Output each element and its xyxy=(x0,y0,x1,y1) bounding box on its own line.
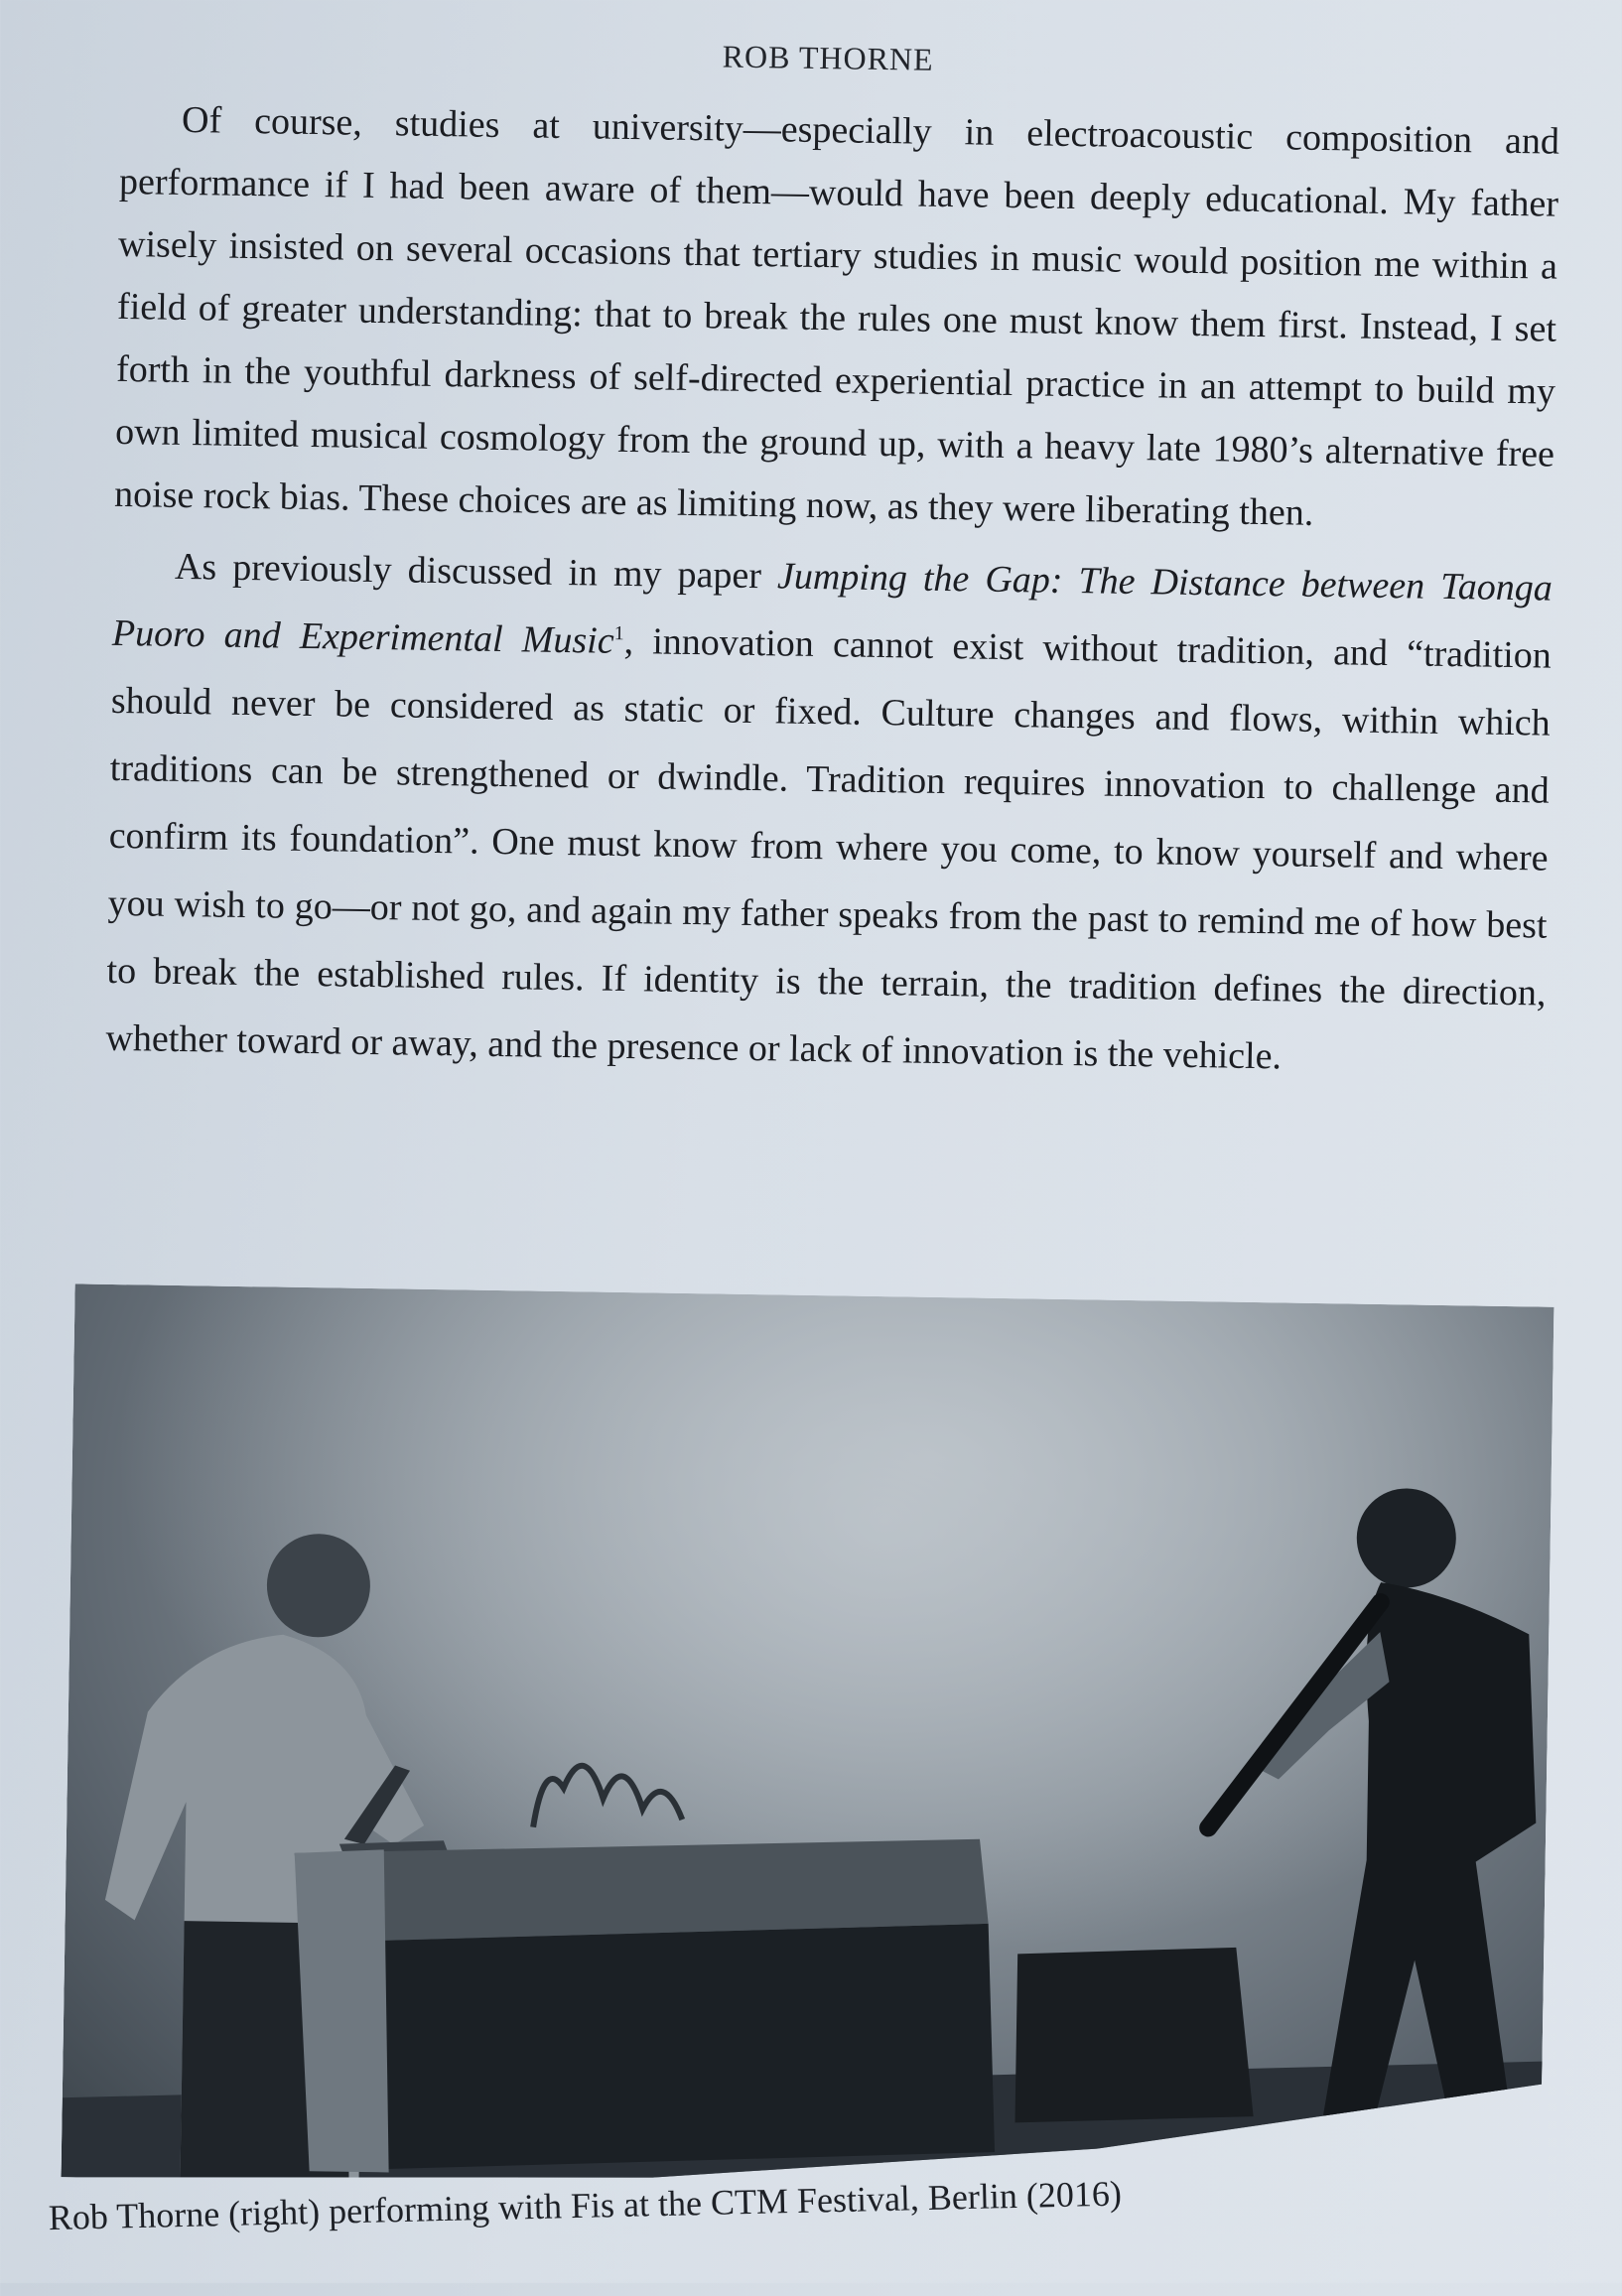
paragraph-2-lead: As previously discussed in my paper xyxy=(174,545,778,598)
footnote-marker: 1 xyxy=(613,622,624,645)
performance-photo-illustration xyxy=(62,1283,1554,2200)
paragraph-2-rest: , innovation cannot exist without tradition, and “tradition should never be considered as static or fixed. Culture changes and flows, within which traditions can be strengthened or dwindle. Tradition requires innovation to challenge and confirm its foundation”. One must know from where you come, to know yourself and where you wish to go—or not go, and again my father speaks from the past to remind me of how best to break the established rules. If identity is the terrain, the tradition defines the direction, whether toward or away, and the presence or lack of innovation is the vehicle. xyxy=(105,619,1553,1078)
photo-caption: Rob Thorne (right) performing with Fis at the CTM Festival, Berlin (2016) xyxy=(48,2173,1123,2238)
running-head: ROB THORNE xyxy=(722,38,934,77)
body-text xyxy=(105,88,1559,1095)
paragraph-2 xyxy=(105,532,1553,1095)
performance-photo xyxy=(62,1283,1554,2200)
paper-title: Jumping the Gap: The Distance between Taonga Puoro and Experimental Music xyxy=(111,555,1554,662)
side-equipment xyxy=(1015,1944,1257,2126)
paragraph-1: Of course, studies at university—especially in electroacoustic composition and performance if I had been aware of them—would have been deeply educational. My father wisely insisted on several occasions that tertiary studies in music would position me within a field of greater understanding: that to break the rules one must know them first. Instead, I set forth in the youthful darkness of self-directed experiential practice in an attempt to build my own limited musical cosmology from the ground up, with a heavy late 1980’s alternative free noise rock bias. These choices are as limiting now, as they were liberating then. xyxy=(113,98,1560,534)
